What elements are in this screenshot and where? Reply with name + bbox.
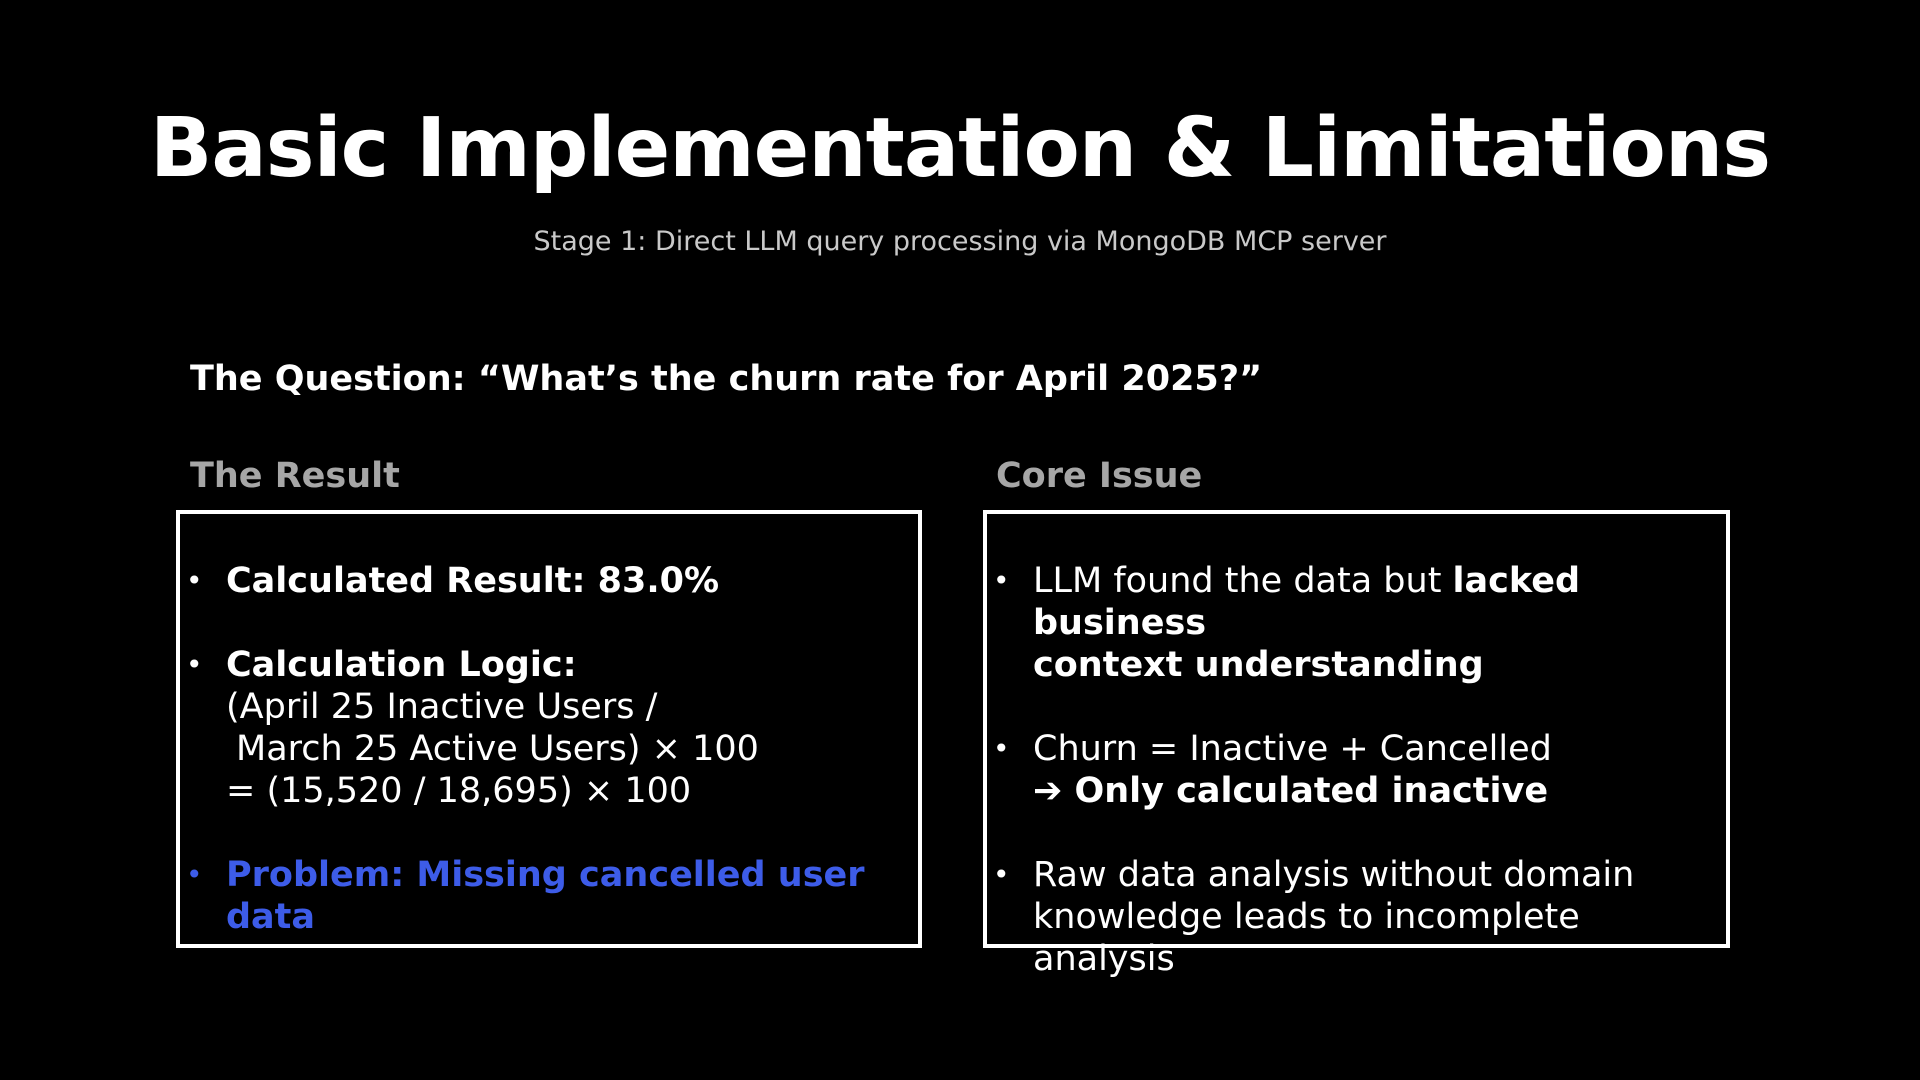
list-item [180,560,918,602]
calculation-logic-line: (April 25 Inactive Users / [226,687,658,727]
result-heading: The Result [190,456,400,496]
issue-text-bold: context understanding [1033,645,1484,685]
bullet-icon: • [186,648,203,681]
analysis-note: knowledge leads to incomplete analysis [1033,897,1580,979]
issue-text-plain: LLM found the data but [1033,561,1453,601]
bullet-icon: • [186,858,203,891]
calculation-logic-label: Calculation Logic: [226,645,577,685]
list-item [180,644,918,812]
calculation-logic-line: = (15,520 / 18,695) × 100 [226,771,692,811]
list-item [987,728,1726,812]
calculation-logic-line: March 25 Active Users) × 100 [236,729,759,769]
analysis-note: Raw data analysis without domain [1033,855,1635,895]
list-item [987,560,1726,686]
bullet-icon: • [993,564,1010,597]
list-item [987,854,1726,980]
slide-subtitle: Stage 1: Direct LLM query processing via MongoDB MCP server [533,226,1387,257]
bullet-icon: • [993,732,1010,765]
question-text: The Question: “What’s the churn rate for April 2025?” [190,359,1263,399]
bullet-icon: • [186,564,203,597]
issue-text-bold: lacked business [1033,561,1581,643]
result-bullet-list [180,560,918,938]
list-item [180,854,918,938]
calculated-result: Calculated Result: 83.0% [226,561,720,601]
bullet-icon: • [993,858,1010,891]
only-inactive-note: ➔ Only calculated inactive [1033,771,1549,811]
slide-title: Basic Implementation & Limitations [149,101,1771,196]
core-issue-heading: Core Issue [996,456,1203,496]
core-issue-bullet-list [987,560,1726,980]
churn-definition: Churn = Inactive + Cancelled [1033,729,1552,769]
problem-text: Problem: Missing cancelled user data [226,855,865,937]
core-issue-panel [983,510,1730,979]
result-panel [176,510,922,948]
